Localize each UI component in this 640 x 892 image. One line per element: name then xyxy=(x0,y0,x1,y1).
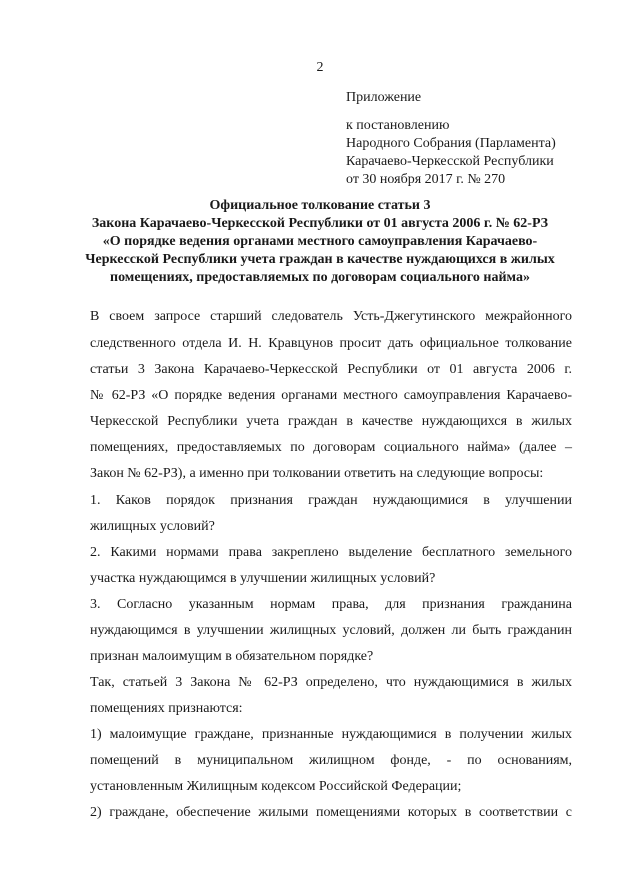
list-line: помещений в муниципальном жилищном фонде, - по основаниям, xyxy=(90,753,572,768)
appendix-line: Карачаево-Черкесской Республики xyxy=(346,154,554,169)
title-line: Черкесской Республики учета граждан в качестве нуждающихся в жилых xyxy=(85,252,555,267)
body-line: помещениях признаются: xyxy=(90,701,243,716)
appendix-title: Приложение xyxy=(346,90,422,105)
title-line: Закона Карачаево-Черкесской Республики от 01 августа 2006 г. № 62-РЗ xyxy=(91,216,549,231)
body-line: № 62-РЗ «О порядке ведения органами местного самоуправления Карачаево- xyxy=(90,388,572,403)
question-line: 2. Какими нормами права закреплено выделение бесплатного земельного xyxy=(90,545,572,560)
question-line: 1. Каков порядок признания граждан нуждающимися в улучшении xyxy=(90,493,572,508)
body-line: В своем запросе старший следователь Усть-Джегутинского межрайонного xyxy=(90,309,572,324)
body-line: следственного отдела И. Н. Кравцунов просит дать официальное толкование xyxy=(90,336,572,351)
body-line: Так, статьей 3 Закона № 62-РЗ определено, что нуждающимися в жилых xyxy=(90,675,572,690)
body-line: Закон № 62-РЗ), а именно при толковании ответить на следующие вопросы: xyxy=(90,466,544,481)
appendix-line: Народного Собрания (Парламента) xyxy=(346,136,556,151)
title-line: помещениях, предоставляемых по договорам социального найма» xyxy=(110,270,530,285)
question-line: нуждающимся в улучшении жилищных условий, должен ли быть гражданин xyxy=(90,623,572,638)
page-number: 2 xyxy=(316,60,324,75)
question-line: жилищных условий? xyxy=(90,519,215,534)
title-line: Официальное толкование статьи 3 xyxy=(209,198,431,213)
question-line: 3. Согласно указанным нормам права, для признания гражданина xyxy=(90,597,572,612)
body-line: Черкесской Республики учета граждан в качестве нуждающихся в жилых xyxy=(90,414,572,429)
appendix-line: к постановлению xyxy=(346,118,450,133)
document-title xyxy=(0,197,640,287)
body-line: статьи 3 Закона Карачаево-Черкесской Республики от 01 августа 2006 г. xyxy=(90,362,572,377)
list-line: 1) малоимущие граждане, признанные нуждающимися в получении жилых xyxy=(90,727,572,742)
list-line: 2) граждане, обеспечение жилыми помещениями которых в соответствии с xyxy=(90,805,572,820)
question-line: признан малоимущим в обязательном порядке? xyxy=(90,649,374,664)
appendix-line: от 30 ноября 2017 г. № 270 xyxy=(346,172,506,187)
list-line: установленным Жилищным кодексом Российской Федерации; xyxy=(90,779,462,794)
question-line: участка нуждающимся в улучшении жилищных условий? xyxy=(90,571,436,586)
title-line: «О порядке ведения органами местного самоуправления Карачаево- xyxy=(102,234,538,249)
body-line: помещениях, предоставляемых по договорам социального найма» (далее – xyxy=(90,440,572,455)
